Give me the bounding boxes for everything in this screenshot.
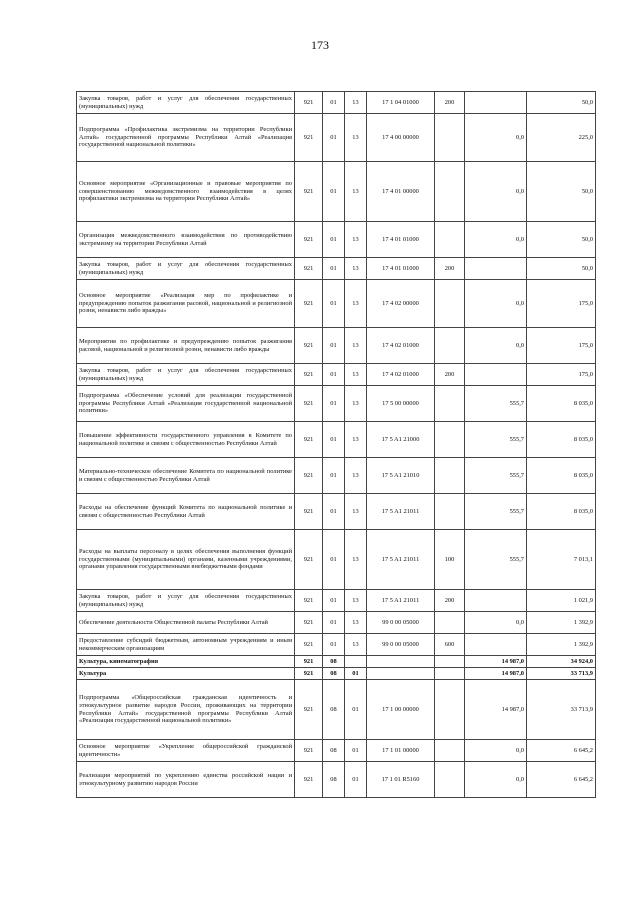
table-row [77, 494, 596, 530]
row-subsection: 13 [345, 634, 367, 656]
row-admin-code: 921 [295, 680, 323, 740]
row-expense-type [435, 612, 465, 634]
table-row [77, 458, 596, 494]
row-sum-2: 50,0 [527, 222, 596, 258]
row-admin-code: 921 [295, 114, 323, 162]
row-sum-2: 33 713,9 [527, 668, 596, 680]
row-name: Подпрограмма «Общероссийская гражданская идентичность и этнокультурное развитие народов России, проживающих на территории Республики Алтай» государственной программы Республики Алтай «Реализация государственной национальной политики» [77, 680, 295, 740]
row-sum-2: 6 645,2 [527, 762, 596, 798]
row-target-article: 17 4 01 00000 [367, 162, 435, 222]
row-subsection: 13 [345, 280, 367, 328]
row-section: 01 [323, 530, 345, 590]
row-subsection: 13 [345, 222, 367, 258]
row-subsection: 13 [345, 386, 367, 422]
row-expense-type [435, 680, 465, 740]
row-target-article: 17 1 01 00000 [367, 740, 435, 762]
table-row [77, 92, 596, 114]
row-expense-type [435, 114, 465, 162]
row-target-article: 17 5 A1 21011 [367, 494, 435, 530]
row-sum-2: 7 013,1 [527, 530, 596, 590]
row-name: Расходы на обеспечение функций Комитета по национальной политике и связям с общественностью Республики Алтай [77, 494, 295, 530]
row-sum-1: 0,0 [465, 328, 527, 364]
row-admin-code: 921 [295, 612, 323, 634]
row-name: Основное мероприятие «Организационные и правовые мероприятия по совершенствованию межведомственного взаимодействия в целях профилактики экстремизма на территории Республики Алтай» [77, 162, 295, 222]
table-row [77, 590, 596, 612]
row-name: Подпрограмма «Обеспечение условий для реализации государственной программы Республики Алтай «Реализация государственной национальной политики» [77, 386, 295, 422]
row-section: 08 [323, 762, 345, 798]
row-section: 01 [323, 422, 345, 458]
row-target-article: 17 4 02 01000 [367, 328, 435, 364]
row-name: Основное мероприятие «Реализация мер по профилактике и предупреждению попыток разжигания расовой, национальной и религиозной розни, ненависти либо вражды» [77, 280, 295, 328]
table-row [77, 162, 596, 222]
row-name: Организация межведомственного взаимодействия по противодействию экстремизму на территории Республики Алтай [77, 222, 295, 258]
row-expense-type: 600 [435, 634, 465, 656]
row-sum-1: 555,7 [465, 494, 527, 530]
row-subsection: 13 [345, 422, 367, 458]
row-expense-type: 200 [435, 364, 465, 386]
row-name: Культура, кинематография [77, 656, 295, 668]
row-sum-2: 175,0 [527, 280, 596, 328]
row-admin-code: 921 [295, 530, 323, 590]
table-row [77, 612, 596, 634]
row-target-article: 17 5 A1 21010 [367, 458, 435, 494]
row-target-article: 99 0 00 05000 [367, 634, 435, 656]
table-row [77, 280, 596, 328]
row-expense-type [435, 740, 465, 762]
row-subsection: 13 [345, 114, 367, 162]
row-sum-1: 0,0 [465, 740, 527, 762]
row-target-article: 17 5 A1 21011 [367, 530, 435, 590]
row-section: 01 [323, 92, 345, 114]
row-expense-type: 200 [435, 92, 465, 114]
row-sum-2: 175,0 [527, 364, 596, 386]
row-section: 01 [323, 494, 345, 530]
row-name: Подпрограмма «Профилактика экстремизма на территории Республики Алтай» государственной программы Республики Алтай «Реализация государственной национальной политики» [77, 114, 295, 162]
row-admin-code: 921 [295, 590, 323, 612]
row-sum-1: 0,0 [465, 762, 527, 798]
row-expense-type [435, 222, 465, 258]
row-target-article: 17 1 01 R5160 [367, 762, 435, 798]
table-body [77, 92, 596, 798]
row-target-article: 17 1 04 01000 [367, 92, 435, 114]
row-name: Материально-техническое обеспечение Комитета по национальной политике и связям с общественностью Республики Алтай [77, 458, 295, 494]
row-sum-1: 0,0 [465, 280, 527, 328]
row-section: 08 [323, 680, 345, 740]
row-sum-2: 175,0 [527, 328, 596, 364]
row-sum-1: 0,0 [465, 162, 527, 222]
budget-table [76, 91, 596, 798]
row-expense-type [435, 328, 465, 364]
row-expense-type [435, 386, 465, 422]
row-target-article: 17 4 02 01000 [367, 364, 435, 386]
row-name: Закупка товаров, работ и услуг для обеспечения государственных (муниципальных) нужд [77, 92, 295, 114]
row-sum-1 [465, 590, 527, 612]
row-expense-type [435, 656, 465, 668]
row-admin-code: 921 [295, 422, 323, 458]
row-subsection: 13 [345, 328, 367, 364]
row-target-article: 17 4 01 01000 [367, 222, 435, 258]
row-admin-code: 921 [295, 668, 323, 680]
row-target-article: 17 5 A1 21011 [367, 590, 435, 612]
row-sum-1: 555,7 [465, 386, 527, 422]
table-row [77, 656, 596, 668]
row-admin-code: 921 [295, 280, 323, 328]
row-sum-2: 8 035,0 [527, 386, 596, 422]
row-section: 01 [323, 590, 345, 612]
row-target-article: 17 4 02 00000 [367, 280, 435, 328]
row-sum-1: 0,0 [465, 612, 527, 634]
row-section: 01 [323, 364, 345, 386]
row-subsection: 01 [345, 668, 367, 680]
row-sum-1: 555,7 [465, 422, 527, 458]
row-expense-type [435, 422, 465, 458]
row-subsection: 01 [345, 762, 367, 798]
row-sum-2: 8 035,0 [527, 494, 596, 530]
row-subsection: 13 [345, 364, 367, 386]
row-section: 01 [323, 612, 345, 634]
row-sum-1: 555,7 [465, 530, 527, 590]
row-sum-1 [465, 92, 527, 114]
row-target-article: 17 5 00 00000 [367, 386, 435, 422]
row-sum-2: 1 392,9 [527, 612, 596, 634]
row-target-article: 17 4 00 00000 [367, 114, 435, 162]
table-row [77, 258, 596, 280]
table-row [77, 364, 596, 386]
row-target-article: 99 0 00 05000 [367, 612, 435, 634]
row-target-article [367, 668, 435, 680]
row-admin-code: 921 [295, 222, 323, 258]
row-admin-code: 921 [295, 656, 323, 668]
row-admin-code: 921 [295, 364, 323, 386]
row-sum-1: 0,0 [465, 114, 527, 162]
row-name: Основное мероприятие «Укрепление общероссийской гражданской идентичности» [77, 740, 295, 762]
row-admin-code: 921 [295, 634, 323, 656]
row-subsection: 13 [345, 612, 367, 634]
row-sum-2: 50,0 [527, 162, 596, 222]
row-admin-code: 921 [295, 162, 323, 222]
row-expense-type [435, 162, 465, 222]
table-row [77, 222, 596, 258]
table-row [77, 328, 596, 364]
table-row [77, 114, 596, 162]
row-sum-1: 555,7 [465, 458, 527, 494]
row-subsection: 13 [345, 458, 367, 494]
row-section: 01 [323, 458, 345, 494]
row-name: Расходы на выплаты персоналу в целях обеспечения выполнения функций государственными (муниципальными) органами, казенными учреждениями, органами управления государственными внебюджетными фондами [77, 530, 295, 590]
row-sum-2: 33 713,9 [527, 680, 596, 740]
row-admin-code: 921 [295, 328, 323, 364]
row-section: 01 [323, 634, 345, 656]
row-sum-2: 1 392,9 [527, 634, 596, 656]
row-name: Мероприятия по профилактике и предупреждению попыток разжигания расовой, национальной и религиозной розни, ненависти либо вражды [77, 328, 295, 364]
row-subsection: 13 [345, 494, 367, 530]
row-name: Закупка товаров, работ и услуг для обеспечения государственных (муниципальных) нужд [77, 364, 295, 386]
row-expense-type [435, 280, 465, 328]
row-sum-2: 225,0 [527, 114, 596, 162]
row-section: 08 [323, 656, 345, 668]
row-sum-2: 50,0 [527, 258, 596, 280]
row-subsection: 01 [345, 680, 367, 740]
row-subsection [345, 656, 367, 668]
row-name: Культура [77, 668, 295, 680]
row-section: 08 [323, 740, 345, 762]
row-sum-1: 14 987,0 [465, 668, 527, 680]
row-sum-1: 14 987,0 [465, 680, 527, 740]
table-row [77, 386, 596, 422]
row-subsection: 13 [345, 258, 367, 280]
row-expense-type: 100 [435, 530, 465, 590]
row-subsection: 01 [345, 740, 367, 762]
row-section: 01 [323, 386, 345, 422]
table-row [77, 740, 596, 762]
row-sum-1: 14 987,0 [465, 656, 527, 668]
row-admin-code: 921 [295, 258, 323, 280]
row-admin-code: 921 [295, 386, 323, 422]
row-sum-2: 1 021,9 [527, 590, 596, 612]
row-target-article: 17 1 00 00000 [367, 680, 435, 740]
row-section: 01 [323, 280, 345, 328]
table-row [77, 530, 596, 590]
table-row [77, 422, 596, 458]
row-target-article [367, 656, 435, 668]
row-admin-code: 921 [295, 740, 323, 762]
row-name: Повышение эффективности государственного управления в Комитете по национальной политике и связям с общественностью Республики Алтай [77, 422, 295, 458]
row-admin-code: 921 [295, 494, 323, 530]
row-subsection: 13 [345, 162, 367, 222]
row-section: 01 [323, 258, 345, 280]
table-row [77, 634, 596, 656]
row-expense-type [435, 762, 465, 798]
table-row [77, 668, 596, 680]
page-number: 173 [311, 38, 329, 52]
row-sum-1 [465, 364, 527, 386]
row-name: Предоставление субсидий бюджетным, автономным учреждениям и иным некоммерческим организациям [77, 634, 295, 656]
row-expense-type [435, 494, 465, 530]
row-section: 01 [323, 114, 345, 162]
row-section: 01 [323, 222, 345, 258]
row-name: Обеспечение деятельности Общественной палаты Республики Алтай [77, 612, 295, 634]
row-sum-1 [465, 634, 527, 656]
row-subsection: 13 [345, 530, 367, 590]
row-subsection: 13 [345, 590, 367, 612]
row-expense-type [435, 458, 465, 494]
row-subsection: 13 [345, 92, 367, 114]
row-sum-1: 0,0 [465, 222, 527, 258]
row-target-article: 17 5 A1 21000 [367, 422, 435, 458]
row-admin-code: 921 [295, 762, 323, 798]
row-sum-2: 50,0 [527, 92, 596, 114]
row-section: 01 [323, 162, 345, 222]
row-expense-type: 200 [435, 258, 465, 280]
row-name: Реализация мероприятий по укреплению единства российской нации и этнокультурному развитию народов России [77, 762, 295, 798]
row-admin-code: 921 [295, 92, 323, 114]
row-section: 01 [323, 328, 345, 364]
row-expense-type [435, 668, 465, 680]
row-sum-1 [465, 258, 527, 280]
row-sum-2: 8 035,0 [527, 458, 596, 494]
row-admin-code: 921 [295, 458, 323, 494]
row-section: 08 [323, 668, 345, 680]
row-name: Закупка товаров, работ и услуг для обеспечения государственных (муниципальных) нужд [77, 590, 295, 612]
table-row [77, 680, 596, 740]
row-target-article: 17 4 01 01000 [367, 258, 435, 280]
row-sum-2: 8 035,0 [527, 422, 596, 458]
row-sum-2: 34 924,0 [527, 656, 596, 668]
row-expense-type: 200 [435, 590, 465, 612]
table-row [77, 762, 596, 798]
row-sum-2: 6 645,2 [527, 740, 596, 762]
row-name: Закупка товаров, работ и услуг для обеспечения государственных (муниципальных) нужд [77, 258, 295, 280]
